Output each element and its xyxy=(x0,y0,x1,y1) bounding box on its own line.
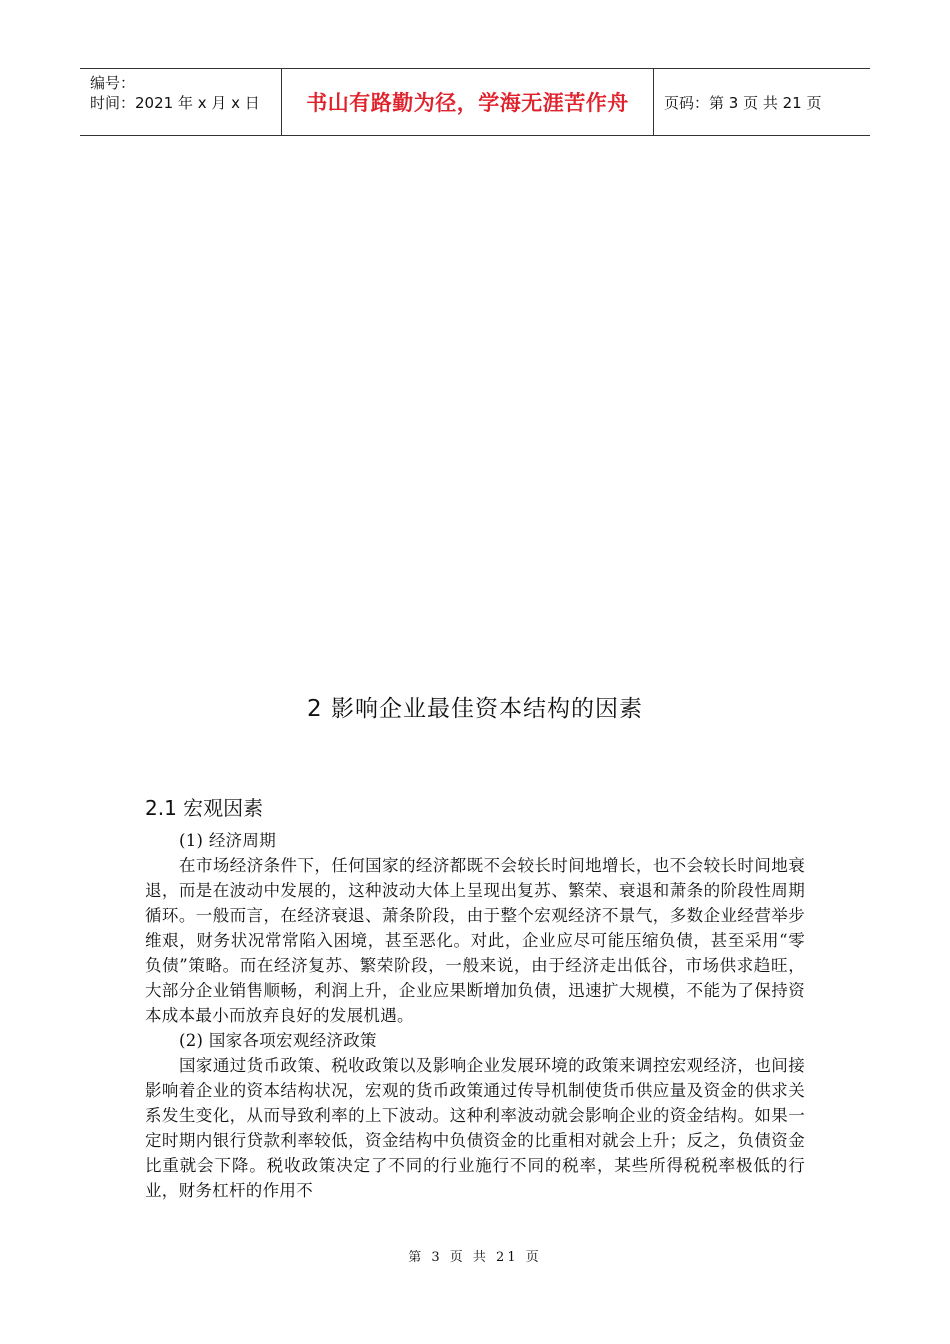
page-footer: 第 3 页 共 21 页 xyxy=(408,1250,542,1265)
body-text xyxy=(145,828,805,1203)
date-label: 时间：2021 年 x 月 x 日 xyxy=(90,94,260,112)
header-motto-cell xyxy=(281,69,654,135)
section-title: 2.1 宏观因素 xyxy=(145,796,264,820)
header-page-info: 页码：第 3 页 共 21 页 xyxy=(664,93,822,112)
document-header xyxy=(80,68,870,136)
subheading-macro-policy: (2) 国家各项宏观经济政策 xyxy=(179,1031,377,1050)
paragraph-macro-policy: 国家通过货币政策、税收政策以及影响企业发展环境的政策来调控宏观经济，也间接影响着企业的资本结构状况，宏观的货币政策通过传导机制使货币供应量及资金的供求关系发生变化，从而导致利率的上下波动。这种利率波动就会影响企业的资金结构。如果一定时期内银行贷款利率较低，资金结构中负债资金的比重相对就会上升；反之，负债资金比重就会下降。税收政策决定了不同的行业施行不同的税率，某些所得税税率极低的行业，财务杠杆的作用不 xyxy=(145,1056,805,1200)
subheading-economic-cycle: (1) 经济周期 xyxy=(179,831,277,850)
paragraph-economic-cycle: 在市场经济条件下，任何国家的经济都既不会较长时间地增长，也不会较长时间地衰退，而是在波动中发展的，这种波动大体上呈现出复苏、繁荣、衰退和萧条的阶段性周期循环。一般而言，在经济衰退、萧条阶段，由于整个宏观经济不景气，多数企业经营举步维艰，财务状况常常陷入困境，甚至恶化。对此，企业应尽可能压缩负债，甚至采用“零负债”策略。而在经济复苏、繁荣阶段，一般来说，由于经济走出低谷，市场供求趋旺，大部分企业销售顺畅，利润上升，企业应果断增加负债，迅速扩大规模，不能为了保持资本成本最小而放弃良好的发展机遇。 xyxy=(145,856,805,1025)
header-motto: 书山有路勤为径，学海无涯苦作舟 xyxy=(306,91,629,115)
chapter-title: 2 影响企业最佳资本结构的因素 xyxy=(307,696,643,722)
header-meta xyxy=(80,69,281,135)
number-label: 编号： xyxy=(90,74,136,92)
